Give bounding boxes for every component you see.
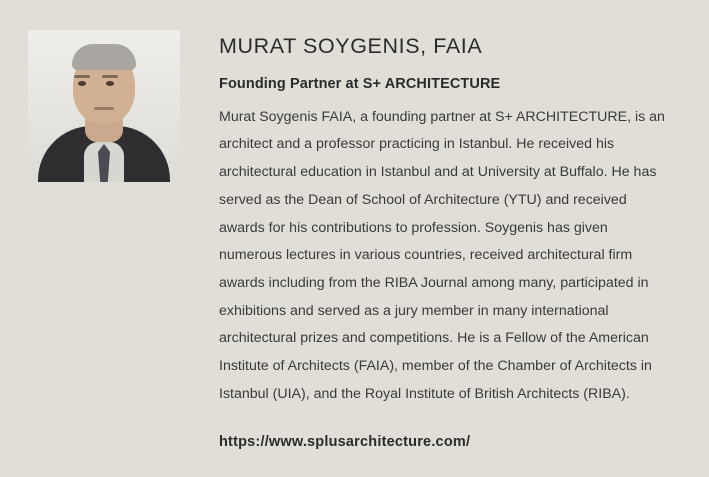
profile-content bbox=[219, 34, 674, 451]
portrait-image bbox=[28, 30, 180, 182]
portrait-photo bbox=[28, 30, 180, 182]
website-link[interactable]: https://www.splusarchitecture.com/ bbox=[219, 434, 471, 451]
portrait-brow-right-shape bbox=[102, 75, 118, 78]
portrait-tie-shape bbox=[98, 144, 110, 182]
portrait-mouth-shape bbox=[94, 107, 114, 110]
portrait-eye-left-shape bbox=[78, 81, 86, 86]
person-role: Founding Partner at S+ ARCHITECTURE bbox=[219, 75, 501, 92]
person-bio: Murat Soygenis FAIA, a founding partner at S+ ARCHITECTURE, is an architect and a professor practicing in Istanbul. He received his architectural education in Istanbul and at University at Buffalo. He has served as the Dean of School of Architecture (YTU) and received awards for his contributions to profession. Soygenis has given numerous lectures in various countries, received architectural firm awards including from the RIBA Journal among many, participated in exhibitions and served as a jury member in many international architectural prizes and competitions. He is a Fellow of the American Institute of Architects (FAIA), member of the Chamber of Architects in Istanbul (UIA), and the Royal Institute of British Architects (RIBA). bbox=[219, 108, 665, 402]
portrait-hair-shape bbox=[72, 44, 136, 70]
person-name: MURAT SOYGENIS, FAIA bbox=[219, 34, 483, 58]
portrait-eye-right-shape bbox=[106, 81, 114, 86]
portrait-brow-left-shape bbox=[74, 75, 90, 78]
